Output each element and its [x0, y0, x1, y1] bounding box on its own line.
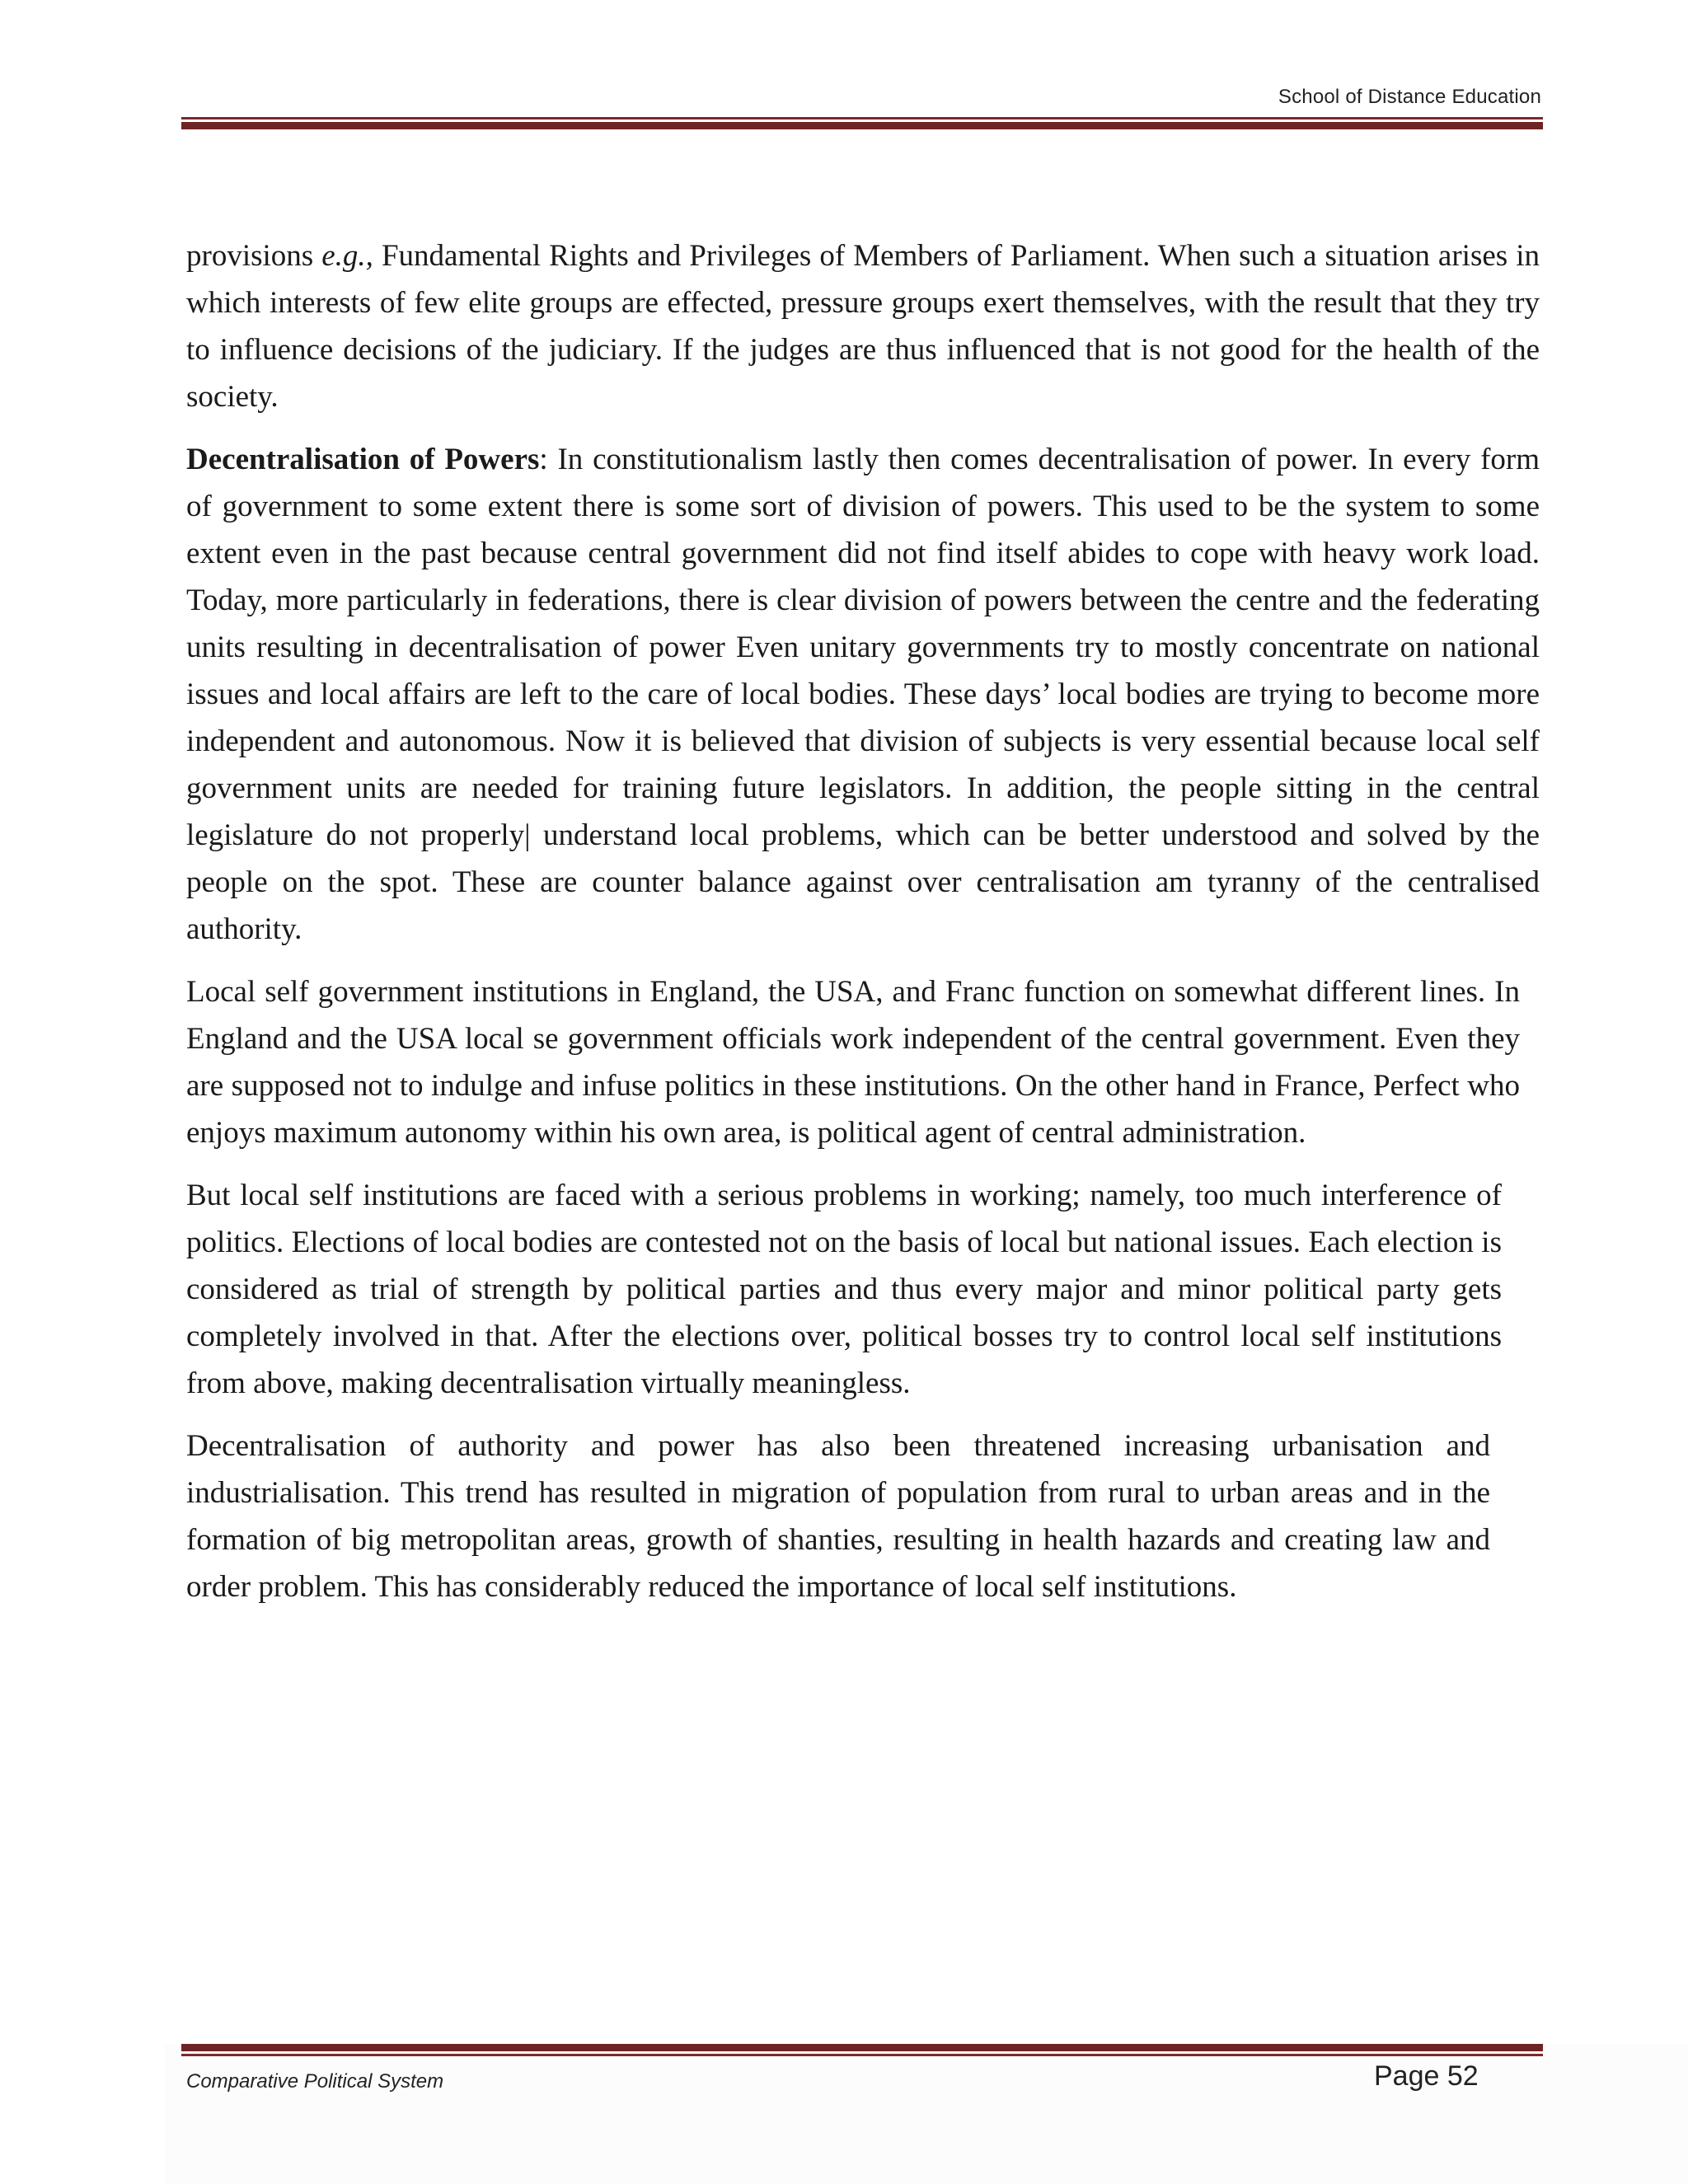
paragraph-3: Local self government institutions in England, the USA, and Franc function on somewhat different lines. In England and the USA local se government officials work independent of the central government. Even they are supposed not to indulge and infuse politics in these institutions. On the other hand in France, Perfect who enjoys maximum autonomy within his own area, is political agent of central administration. — [186, 975, 1520, 1150]
header-rule — [181, 117, 1543, 129]
paragraph-1 — [186, 232, 1540, 420]
paragraph-2-text: : In constitutionalism lastly then comes decentralisation of power. In every form of government to some extent there is some sort of division of powers. This used to be the system to some extent even in the past because central government did not find itself abides to cope with heavy work load. Today, more particularly in federations, there is clear division of powers between the centre and the federating units resulting in decentralisation of power Even unitary governments try to mostly concentrate on national issues and local affairs are left to the care of local bodies. These days’ local bodies are trying to become more independent and autonomous. Now it is believed that division of subjects is very essential because local self government units are needed for training future legislators. In addition, the people sitting in the central legislature do not properly| understand local problems, which can be better understood and solved by the people on the spot. These are counter balance against over centralisation am tyranny of the centralised authority. — [186, 443, 1540, 946]
header-institution: School of Distance Education — [1278, 86, 1541, 108]
paragraph-5: Decentralisation of authority and power has also been threatened increasing urbanisation and industrialisation. This trend has resulted in migration of population from rural to urban areas and in the formation of big metropolitan areas, growth of shanties, resulting in health hazards and creating law and order problem. This has considerably reduced the importance of local self institutions. — [186, 1429, 1490, 1604]
page-number: Page 52 — [1374, 2060, 1479, 2092]
paragraph-4: But local self institutions are faced with a serious problems in working; namely, too much interference of politics. Elections of local bodies are contested not on the basis of local but national issues. Each election is considered as trial of strength by political parties and thus every major and minor political party gets completely involved in that. After the elections over, political bosses try to control local self institutions from above, making decentralisation virtually meaningless. — [186, 1179, 1502, 1400]
paragraph-1-emphasis: e.g., — [321, 239, 373, 273]
header-rule-thick — [181, 122, 1543, 129]
footer-rule-thick — [181, 2044, 1543, 2051]
document-body — [186, 232, 1540, 1626]
footer-rule-thin — [181, 2054, 1543, 2056]
paragraph-2 — [186, 436, 1540, 953]
footer-rule — [181, 2044, 1543, 2056]
footer-course-title: Comparative Political System — [186, 2070, 444, 2093]
paragraph-1-text: Fundamental Rights and Privileges of Members of Parliament. When such a situation arises in which interests of few elite groups are effected, pressure groups exert themselves, with the result that they try to influence decisions of the judiciary. If the judges are thus influenced that is not good for the health of the society. — [186, 239, 1540, 414]
section-heading-decentralisation: Decentralisation of Powers — [186, 443, 540, 476]
paragraph-1-lead: provisions — [186, 239, 322, 273]
